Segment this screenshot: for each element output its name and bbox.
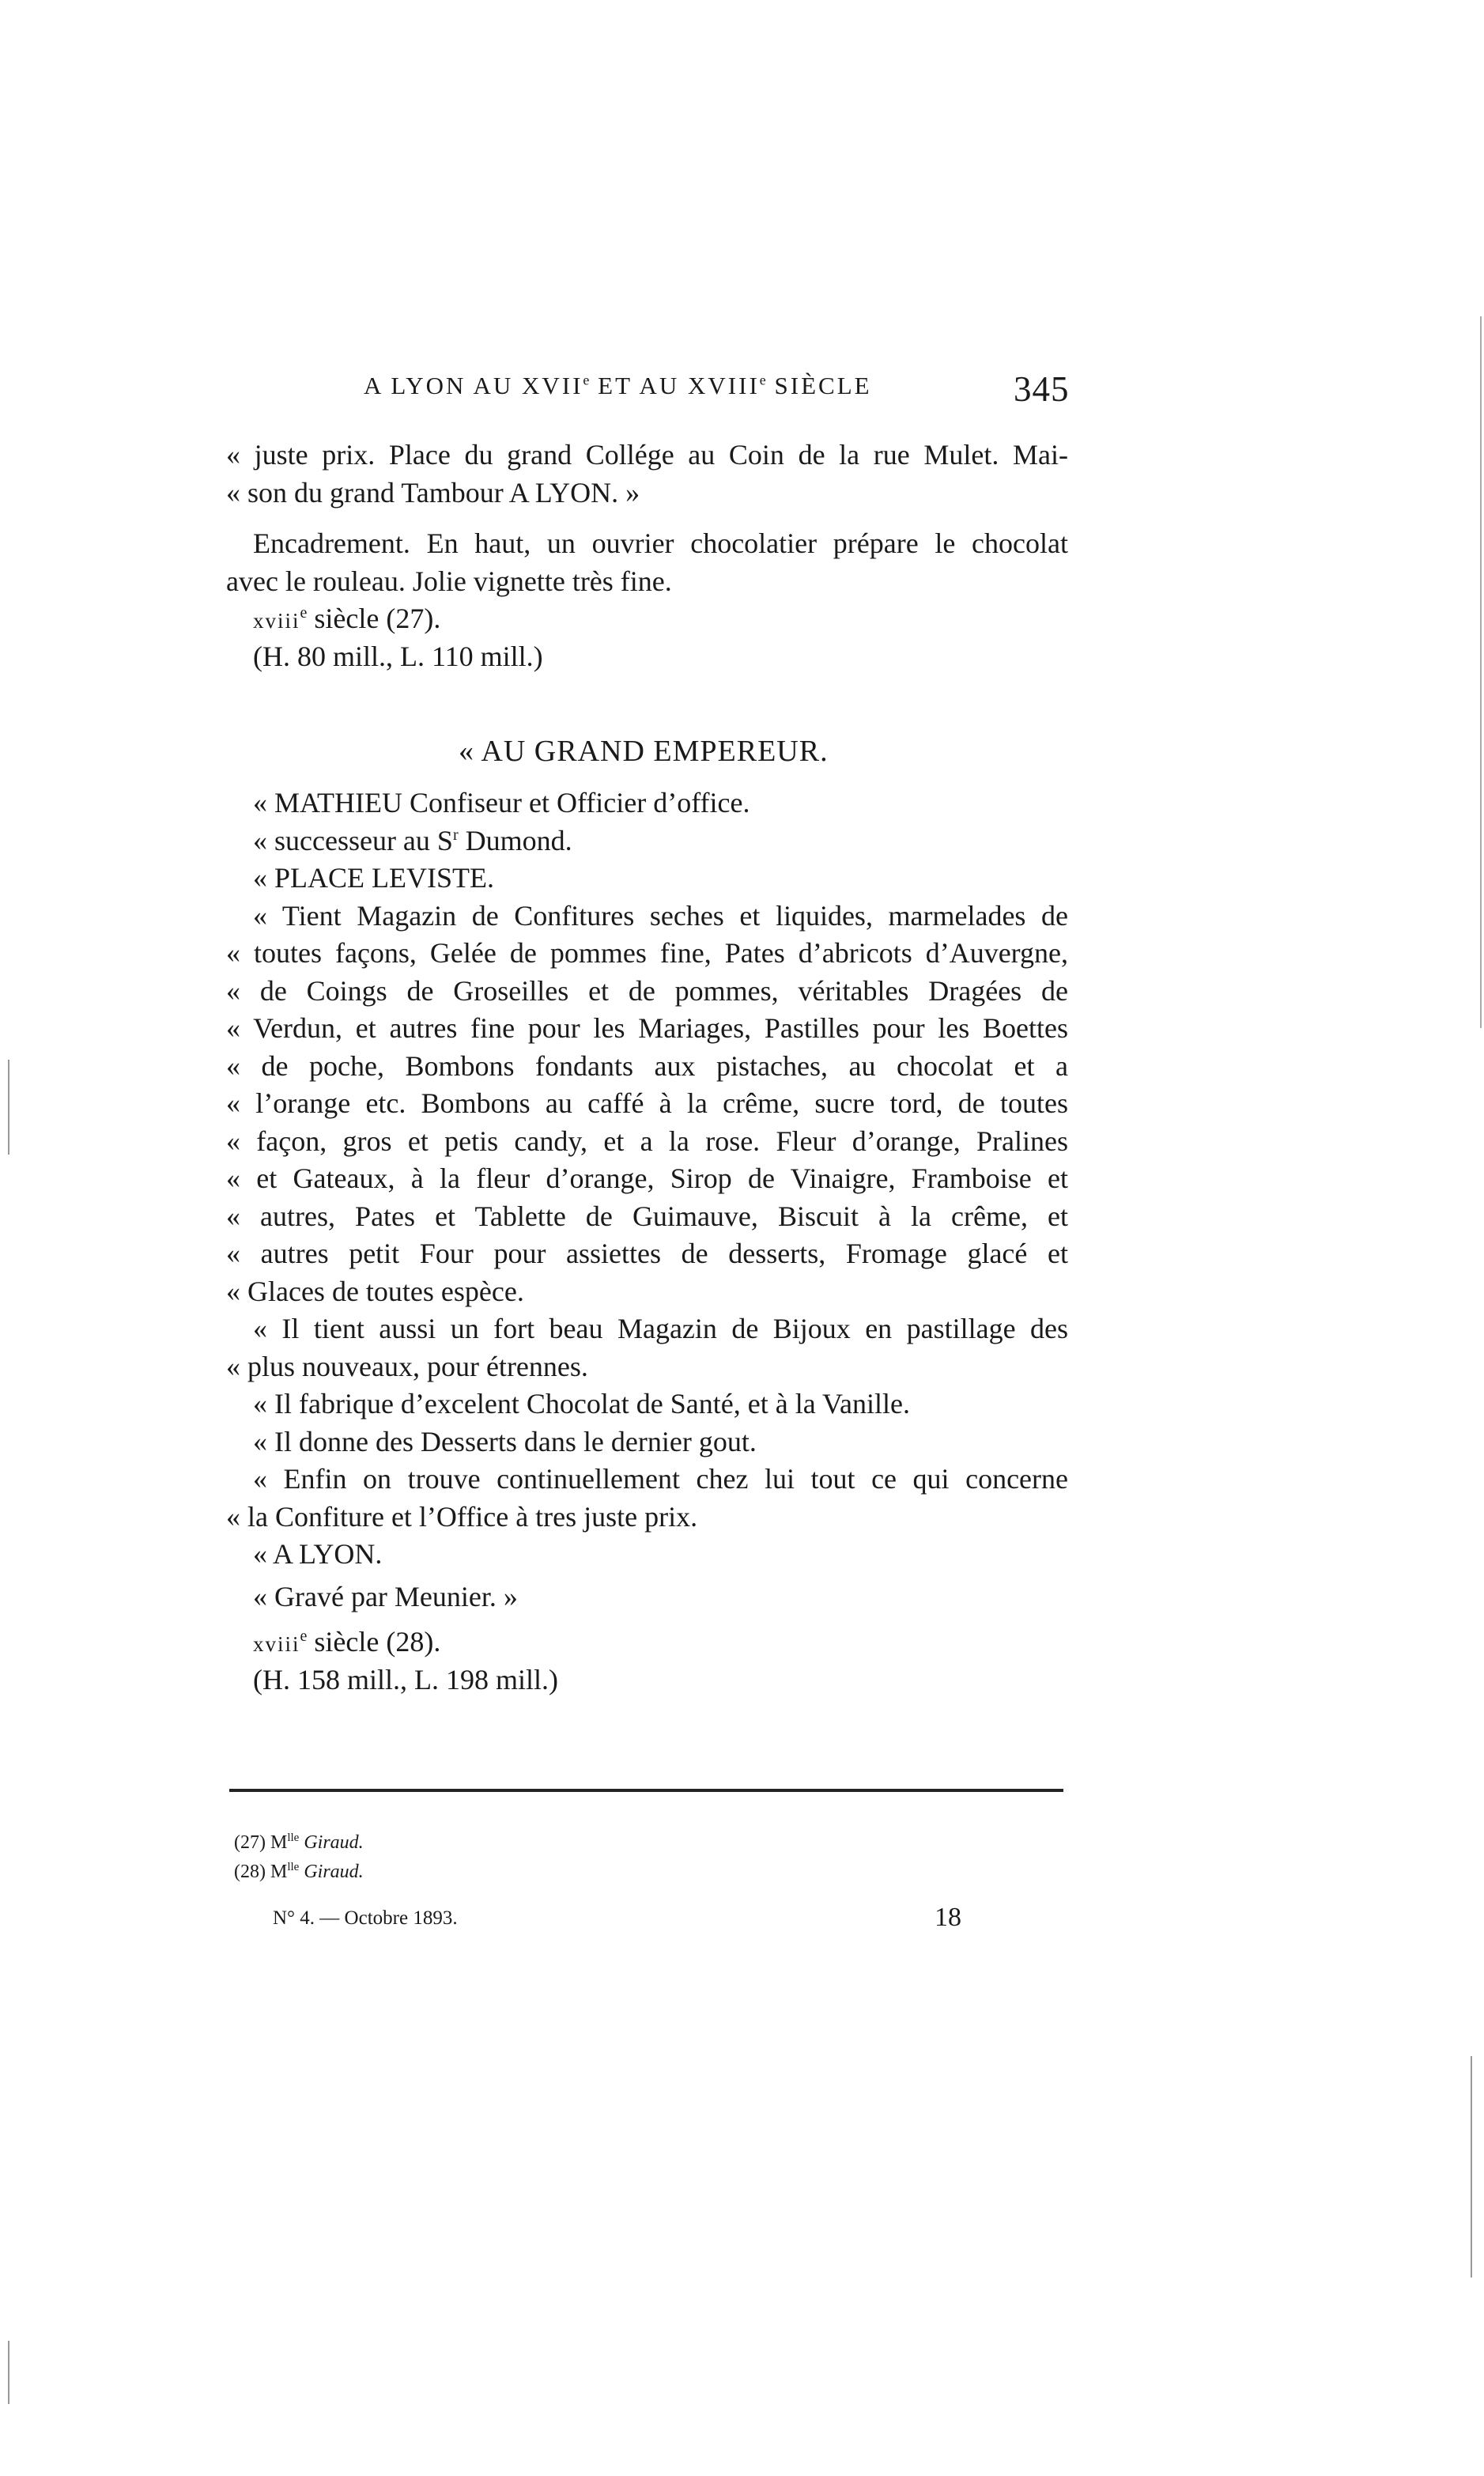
para1-line: « autres, Pates et Tablette de Guimauve, Biscuit à la crême, et [226,1200,1068,1232]
para1-line: « l’orange etc. Bombons au caffé à la crême, sucre tord, de toutes [226,1087,1068,1120]
signature-mark: 18 [935,1903,961,1932]
running-head-part1: A LYON AU XVII [364,372,583,399]
dimensions-27: (H. 80 mill., L. 110 mill.) [253,640,543,672]
para1-line: « Tient Magazin de Confitures seches et liquides, marmelades de [253,899,1068,932]
section-title: « AU GRAND EMPEREUR. [459,735,829,768]
para2-line: « plus nouveaux, pour étrennes. [226,1350,588,1382]
scan-edge-mark [8,2341,9,2404]
issue-line: N° 4. — Octobre 1893. [273,1907,458,1929]
running-head-part2: ET AU XVIII [589,372,760,399]
century-27: xviii$^e$ siècle (27). [253,603,441,635]
para5-line: « Enfin on trouve continuellement chez lui tout ce qui concerne [253,1463,1068,1495]
footnote-28: (28) $M^{lle}$ Giraud. [234,1861,364,1883]
para1-line: « toutes façons, Gelée de pommes fine, Pates d’abricots d’Auvergne, [226,937,1068,970]
footnote-27: (27) $M^{lle}$ Giraud. [234,1831,364,1853]
scan-edge-mark [8,1060,9,1155]
footnote-rule [229,1789,1063,1792]
place-line: « PLACE LEVISTE. [253,862,494,894]
description-line-1: Encadrement. En haut, un ouvrier chocolatier prépare le chocolat [253,527,1068,559]
para1-line: « autres petit Four pour assiettes de desserts, Fromage glacé et [226,1238,1068,1270]
para1-line: « Verdun, et autres fine pour les Mariages, Pastilles pour les Boettes [226,1012,1068,1045]
running-head [364,372,1075,400]
para3-line: « Il fabrique d’excelent Chocolat de Santé, et à la Vanille. [253,1388,911,1420]
mathieu-line: « MATHIEU Confiseur et Officier d’office. [253,787,750,818]
block-2 [226,784,1068,1699]
para1-line: « façon, gros et petis candy, et a la rose. Fleur d’orange, Pralines [226,1125,1068,1157]
para5-line: « la Confiture et l’Office à tres juste prix. [226,1500,698,1533]
block-1-description [226,525,1068,675]
lyon-line: « A LYON. [253,1538,383,1571]
block-1 [226,437,1068,512]
footnotes [234,1828,364,1887]
scan-edge-mark [1480,316,1482,1028]
page-number: 345 [1014,369,1070,409]
successeur-line: « successeur au $S^r$ Dumond. [253,824,572,856]
para1-line: « de poche, Bombons fondants aux pistaches, au chocolat et a [226,1049,1068,1082]
dimensions-28: (H. 158 mill., L. 198 mill.) [253,1663,558,1695]
block1-line-1: « juste prix. Place du grand Collége au Coin de la rue Mulet. Mai- [226,439,1068,471]
para1-line: « Glaces de toutes espèce. [226,1275,524,1307]
description-line-2: avec le rouleau. Jolie vignette très fine. [226,565,672,597]
running-head-part3: SIÈCLE [765,372,872,399]
grave-line: « Gravé par Meunier. » [253,1580,518,1612]
para2-line: « Il tient aussi un fort beau Magazin de Bijoux en pastillage des [253,1313,1068,1345]
scan-edge-mark [1471,2056,1472,2278]
para4-line: « Il donne des Desserts dans le dernier gout. [253,1425,757,1457]
block1-line-2: « son du grand Tambour A LYON. » [226,476,640,508]
running-head-sup1: e [583,372,590,388]
para1-line: « et Gateaux, à la fleur d’orange, Sirop de Vinaigre, Framboise et [226,1162,1068,1195]
running-head-sup2: e [759,372,766,388]
para1-line: « de Coings de Groseilles et de pommes, véritables Dragées de [226,974,1068,1007]
century-28: xviii$^e$ siècle (28). [253,1626,441,1658]
